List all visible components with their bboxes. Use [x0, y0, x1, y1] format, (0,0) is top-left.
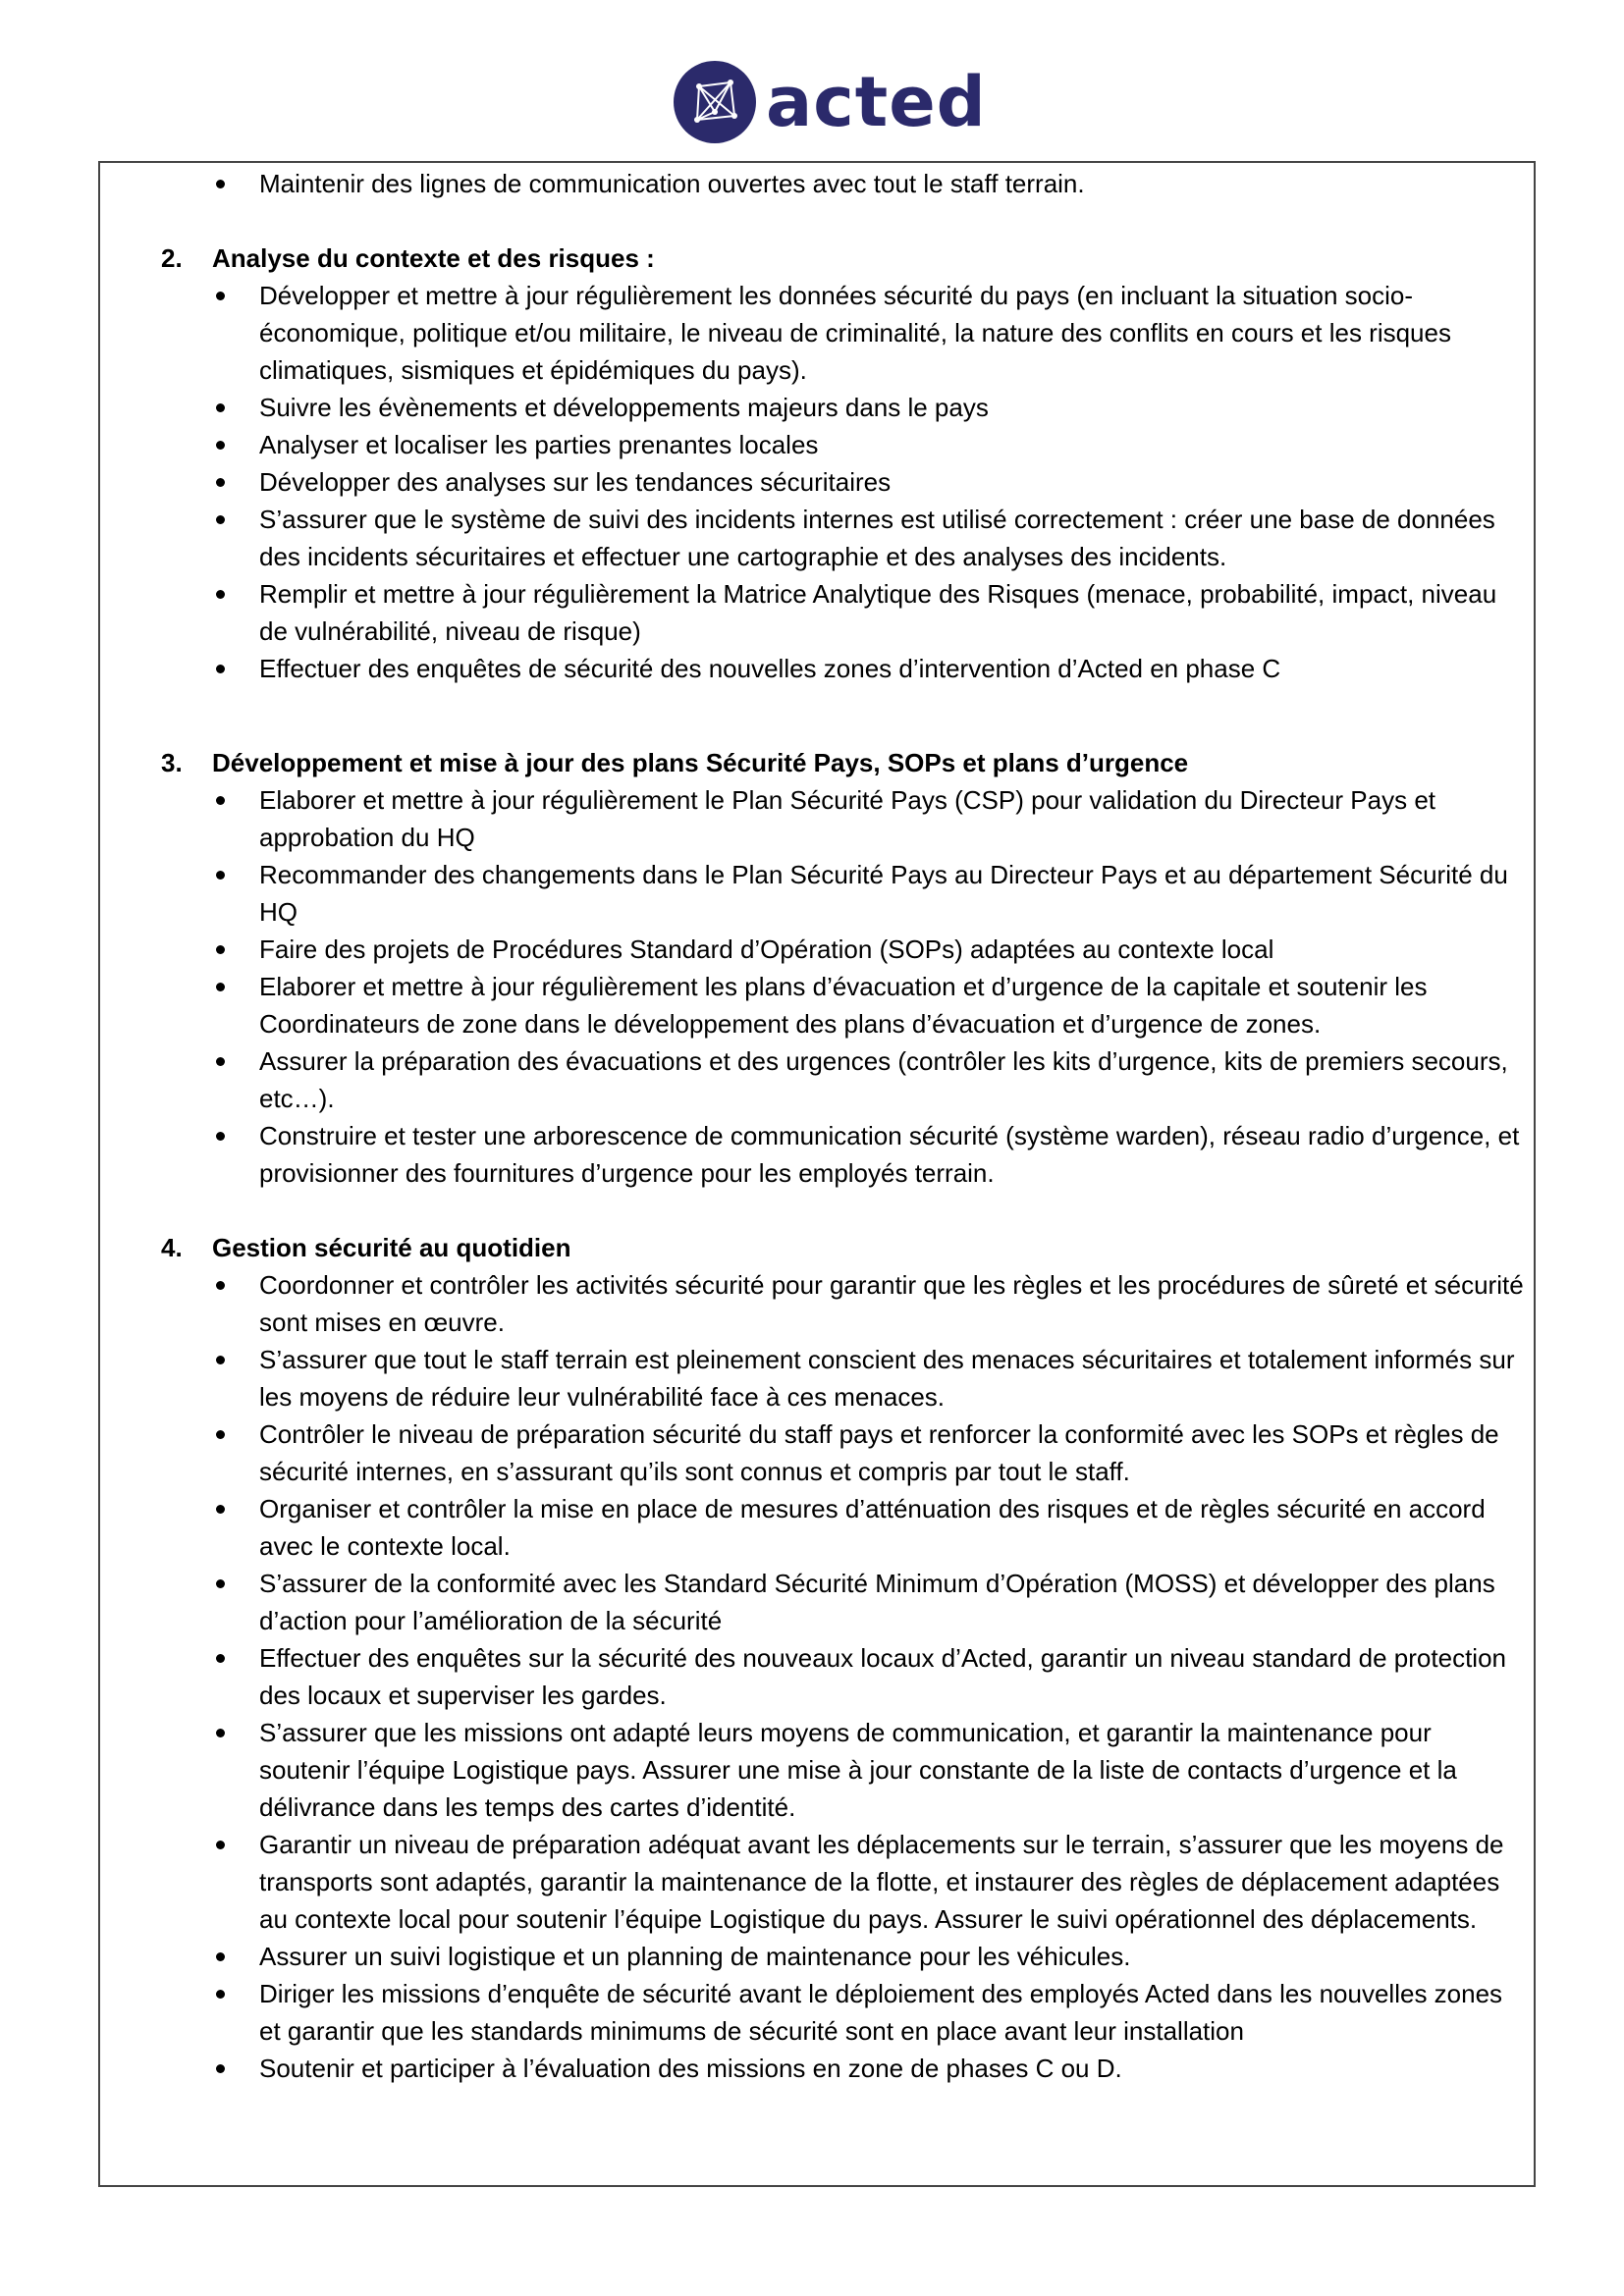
bullet-item: S’assurer de la conformité avec les Standard Sécurité Minimum d’Opération (MOSS) et développer des plans d’action pour l’amélioration de la sécurité	[161, 1565, 1526, 1639]
acted-logo	[674, 61, 987, 143]
section-bullet-list	[161, 277, 1526, 687]
section-title: Analyse du contexte et des risques :	[212, 243, 655, 273]
section-title: Développement et mise à jour des plans Sécurité Pays, SOPs et plans d’urgence	[212, 748, 1189, 777]
bullet-item: Développer et mettre à jour régulièrement les données sécurité du pays (en incluant la situation socio-économique, politique et/ou militaire, le niveau de criminalité, la nature des conflits en cours et les risques climatiques, sismiques et épidémiques du pays).	[161, 277, 1526, 389]
bullet-item: Effectuer des enquêtes sur la sécurité des nouveaux locaux d’Acted, garantir un niveau standard de protection des locaux et superviser les gardes.	[161, 1639, 1526, 1714]
bullet-item: Diriger les missions d’enquête de sécurité avant le déploiement des employés Acted dans les nouvelles zones et garantir que les standards minimums de sécurité sont en place avant leur installation	[161, 1975, 1526, 2050]
section-number: 4.	[161, 1233, 183, 1262]
bullet-item: Elaborer et mettre à jour régulièrement les plans d’évacuation et d’urgence de la capitale et soutenir les Coordinateurs de zone dans le développement des plans d’évacuation et d’urgence de zones.	[161, 968, 1526, 1042]
bullet-item: Elaborer et mettre à jour régulièrement le Plan Sécurité Pays (CSP) pour validation du Directeur Pays et approbation du HQ	[161, 781, 1526, 856]
bullet-item: Assurer un suivi logistique et un planning de maintenance pour les véhicules.	[161, 1938, 1526, 1975]
bullet-item: Remplir et mettre à jour régulièrement la Matrice Analytique des Risques (menace, probabilité, impact, niveau de vulnérabilité, niveau de risque)	[161, 575, 1526, 650]
bullet-item: Développer des analyses sur les tendances sécuritaires	[161, 463, 1526, 501]
acted-logo-icon	[674, 61, 756, 143]
bullet-item: Analyser et localiser les parties prenantes locales	[161, 426, 1526, 463]
bullet-item: Suivre les évènements et développements majeurs dans le pays	[161, 389, 1526, 426]
section-heading	[161, 240, 1526, 277]
bullet-item: S’assurer que tout le staff terrain est pleinement conscient des menaces sécuritaires et totalement informés sur les moyens de réduire leur vulnérabilité face à ces menaces.	[161, 1341, 1526, 1415]
bullet-item: Coordonner et contrôler les activités sécurité pour garantir que les règles et les procédures de sûreté et sécurité sont mises en œuvre.	[161, 1266, 1526, 1341]
bullet-item: Effectuer des enquêtes de sécurité des nouvelles zones d’intervention d’Acted en phase C	[161, 650, 1526, 687]
bullet-item: S’assurer que le système de suivi des incidents internes est utilisé correctement : créer une base de données des incidents sécuritaires et effectuer une cartographie et des analyses des incidents.	[161, 501, 1526, 575]
bullet-item: Recommander des changements dans le Plan Sécurité Pays au Directeur Pays et au département Sécurité du HQ	[161, 856, 1526, 931]
bullet-item: Maintenir des lignes de communication ouvertes avec tout le staff terrain.	[161, 165, 1526, 202]
bullet-item: S’assurer que les missions ont adapté leurs moyens de communication, et garantir la maintenance pour soutenir l’équipe Logistique pays. Assurer une mise à jour constante de la liste de contacts d’urgence et la délivrance dans les temps des cartes d’identité.	[161, 1714, 1526, 1826]
bullet-item: Garantir un niveau de préparation adéquat avant les déplacements sur le terrain, s’assurer que les moyens de transports sont adaptés, garantir la maintenance de la flotte, et instaurer des règles de déplacement adaptées au contexte local pour soutenir l’équipe Logistique du pays. Assurer le suivi opérationnel des déplacements.	[161, 1826, 1526, 1938]
bullet-item: Organiser et contrôler la mise en place de mesures d’atténuation des risques et de règles sécurité en accord avec le contexte local.	[161, 1490, 1526, 1565]
section-bullet-list	[161, 781, 1526, 1192]
section-bullet-list	[161, 1266, 1526, 2087]
section-number: 2.	[161, 243, 183, 273]
document-body	[161, 165, 1526, 2087]
section-heading	[161, 744, 1526, 781]
section-number: 3.	[161, 748, 183, 777]
section-title: Gestion sécurité au quotidien	[212, 1233, 571, 1262]
brand-name: acted	[766, 62, 987, 142]
section-heading	[161, 1229, 1526, 1266]
bullet-item: Contrôler le niveau de préparation sécurité du staff pays et renforcer la conformité avec les SOPs et règles de sécurité internes, en s’assurant qu’ils sont connus et compris par tout le staff.	[161, 1415, 1526, 1490]
bullet-item: Soutenir et participer à l’évaluation des missions en zone de phases C ou D.	[161, 2050, 1526, 2087]
bullet-item: Assurer la préparation des évacuations et des urgences (contrôler les kits d’urgence, kits de premiers secours, etc…).	[161, 1042, 1526, 1117]
intro-bullet-list	[161, 165, 1526, 202]
bullet-item: Faire des projets de Procédures Standard d’Opération (SOPs) adaptées au contexte local	[161, 931, 1526, 968]
bullet-item: Construire et tester une arborescence de communication sécurité (système warden), réseau radio d’urgence, et provisionner des fournitures d’urgence pour les employés terrain.	[161, 1117, 1526, 1192]
